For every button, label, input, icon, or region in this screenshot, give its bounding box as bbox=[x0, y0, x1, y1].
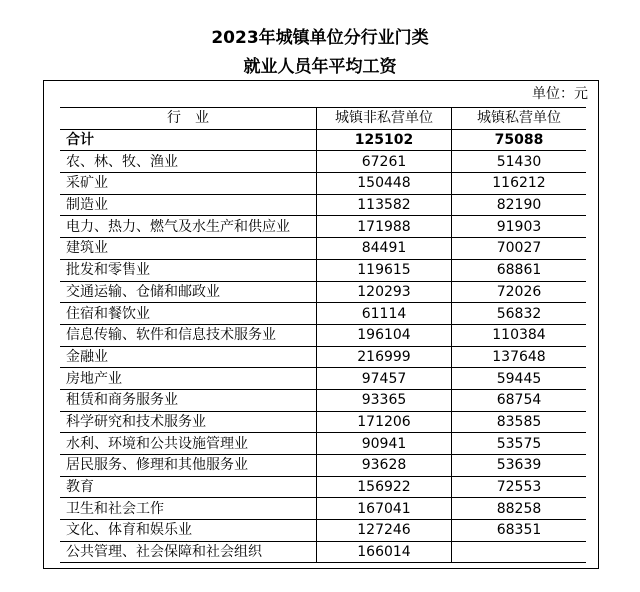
cell-industry: 建筑业 bbox=[60, 238, 317, 260]
cell-private: 116212 bbox=[452, 173, 587, 195]
cell-nonprivate: 93365 bbox=[317, 389, 452, 411]
cell-nonprivate: 97457 bbox=[317, 368, 452, 390]
cell-industry: 卫生和社会工作 bbox=[60, 498, 317, 520]
cell-nonprivate: 90941 bbox=[317, 433, 452, 455]
cell-private: 68754 bbox=[452, 389, 587, 411]
cell-nonprivate: 167041 bbox=[317, 498, 452, 520]
cell-private: 88258 bbox=[452, 498, 587, 520]
cell-private: 82190 bbox=[452, 194, 587, 216]
cell-nonprivate: 61114 bbox=[317, 303, 452, 325]
cell-industry: 水利、环境和公共设施管理业 bbox=[60, 433, 317, 455]
table-row bbox=[60, 259, 586, 281]
table-row bbox=[60, 281, 586, 303]
cell-industry: 房地产业 bbox=[60, 368, 317, 390]
header-nonprivate: 城镇非私营单位 bbox=[317, 108, 452, 130]
cell-private: 53639 bbox=[452, 455, 587, 477]
table-row bbox=[60, 433, 586, 455]
table-row bbox=[60, 498, 586, 520]
cell-industry: 科学研究和技术服务业 bbox=[60, 411, 317, 433]
cell-nonprivate: 156922 bbox=[317, 476, 452, 498]
cell-nonprivate: 216999 bbox=[317, 346, 452, 368]
cell-nonprivate: 120293 bbox=[317, 281, 452, 303]
table-row bbox=[60, 303, 586, 325]
cell-private: 91903 bbox=[452, 216, 587, 238]
cell-industry: 采矿业 bbox=[60, 173, 317, 195]
cell-industry: 交通运输、仓储和邮政业 bbox=[60, 281, 317, 303]
cell-private: 70027 bbox=[452, 238, 587, 260]
cell-industry: 文化、体育和娱乐业 bbox=[60, 520, 317, 542]
cell-nonprivate: 166014 bbox=[317, 541, 452, 563]
wage-table bbox=[60, 107, 586, 563]
cell-nonprivate: 125102 bbox=[317, 129, 452, 151]
cell-nonprivate: 84491 bbox=[317, 238, 452, 260]
table-row bbox=[60, 238, 586, 260]
cell-nonprivate: 127246 bbox=[317, 520, 452, 542]
cell-industry: 制造业 bbox=[60, 194, 317, 216]
table-header-row bbox=[60, 108, 586, 130]
header-industry: 行 业 bbox=[60, 108, 317, 130]
cell-industry: 电力、热力、燃气及水生产和供应业 bbox=[60, 216, 317, 238]
cell-private: 75088 bbox=[452, 129, 587, 151]
cell-private: 68351 bbox=[452, 520, 587, 542]
cell-industry: 金融业 bbox=[60, 346, 317, 368]
cell-private: 56832 bbox=[452, 303, 587, 325]
cell-nonprivate: 67261 bbox=[317, 151, 452, 173]
cell-private bbox=[452, 541, 587, 563]
table-row bbox=[60, 411, 586, 433]
cell-private: 51430 bbox=[452, 151, 587, 173]
table-row bbox=[60, 151, 586, 173]
table-row bbox=[60, 520, 586, 542]
cell-nonprivate: 119615 bbox=[317, 259, 452, 281]
cell-industry: 批发和零售业 bbox=[60, 259, 317, 281]
table-row bbox=[60, 476, 586, 498]
table-row bbox=[60, 346, 586, 368]
cell-industry: 住宿和餐饮业 bbox=[60, 303, 317, 325]
page-title: 2023年城镇单位分行业门类 bbox=[211, 28, 429, 48]
cell-private: 83585 bbox=[452, 411, 587, 433]
table-row bbox=[60, 194, 586, 216]
table-row bbox=[60, 216, 586, 238]
cell-nonprivate: 150448 bbox=[317, 173, 452, 195]
cell-private: 110384 bbox=[452, 324, 587, 346]
table-row bbox=[60, 389, 586, 411]
table-row-total bbox=[60, 129, 586, 151]
table-row bbox=[60, 173, 586, 195]
cell-industry: 公共管理、社会保障和社会组织 bbox=[60, 541, 317, 563]
cell-private: 137648 bbox=[452, 346, 587, 368]
page-subtitle: 就业人员年平均工资 bbox=[243, 57, 397, 77]
cell-private: 59445 bbox=[452, 368, 587, 390]
cell-industry: 居民服务、修理和其他服务业 bbox=[60, 455, 317, 477]
cell-nonprivate: 171206 bbox=[317, 411, 452, 433]
cell-nonprivate: 196104 bbox=[317, 324, 452, 346]
table-row bbox=[60, 541, 586, 563]
cell-nonprivate: 93628 bbox=[317, 455, 452, 477]
cell-industry: 教育 bbox=[60, 476, 317, 498]
cell-private: 72553 bbox=[452, 476, 587, 498]
cell-industry: 信息传输、软件和信息技术服务业 bbox=[60, 324, 317, 346]
cell-private: 68861 bbox=[452, 259, 587, 281]
cell-private: 72026 bbox=[452, 281, 587, 303]
cell-industry: 租赁和商务服务业 bbox=[60, 389, 317, 411]
table-row bbox=[60, 368, 586, 390]
header-private: 城镇私营单位 bbox=[452, 108, 587, 130]
table-row bbox=[60, 455, 586, 477]
cell-industry: 农、林、牧、渔业 bbox=[60, 151, 317, 173]
cell-private: 53575 bbox=[452, 433, 587, 455]
unit-label: 单位：元 bbox=[532, 86, 588, 102]
cell-industry: 合计 bbox=[60, 129, 317, 151]
table-row bbox=[60, 324, 586, 346]
cell-nonprivate: 113582 bbox=[317, 194, 452, 216]
cell-nonprivate: 171988 bbox=[317, 216, 452, 238]
